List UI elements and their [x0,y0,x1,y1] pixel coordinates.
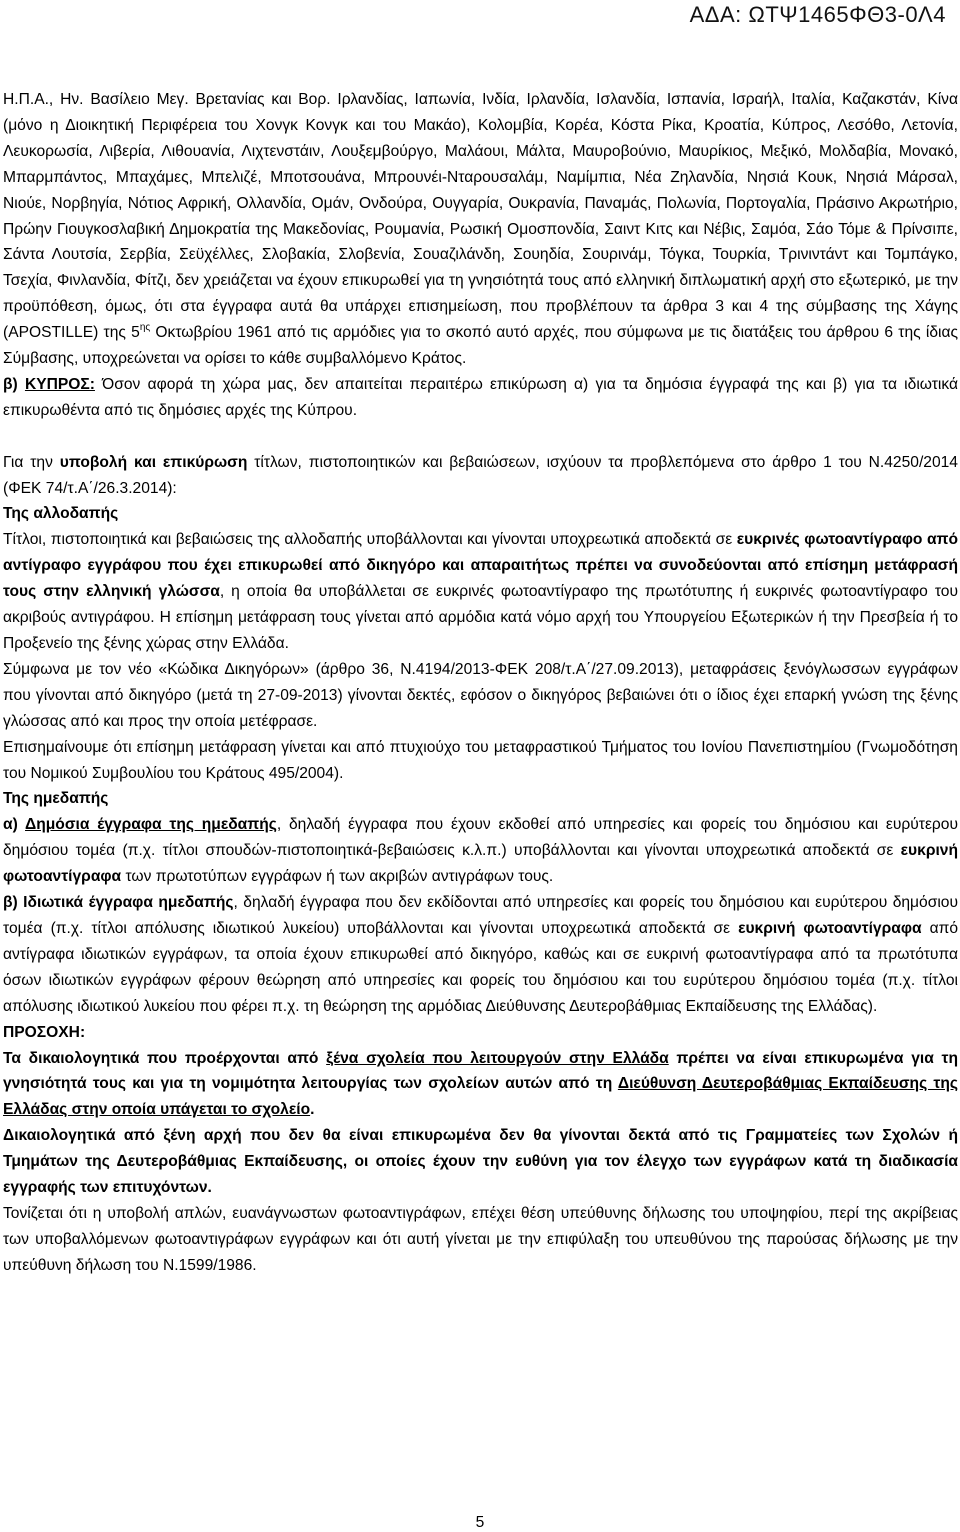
paragraph-ionian-translation: Επισημαίνουμε ότι επίσημη μετάφραση γίνεται και από πτυχιούχο του μεταφραστικού Τμήματος του Ιονίου Πανεπιστημίου (Γνωμοδότηση του Νομικού Συμβουλίου του Κράτους 495/2004). [3,738,958,782]
paragraph-lawyers-code: Σύμφωνα με τον νέο «Κώδικα Δικηγόρων» (άρθρο 36, Ν.4194/2013-ΦΕΚ 208/τ.Α΄/27.09.2013), μεταφράσεις ξενόγλωσσων εγγράφων που γίνονται από δικηγόρο (μετά τη 27-09-2013) γίνονται δεκτές, εφόσον ο δικηγόρος βεβαιώνει ότι ο ίδιος έχει επαρκή γνώση της ξένης γλώσσας από και προς την οποία μετέφρασε. [3,660,958,730]
heading-attention: ΠΡΟΣΟΧΗ: [3,1023,86,1041]
document-body [3,87,958,1279]
paragraph-unverified-docs: Δικαιολογητικά από ξένη αρχή που δεν θα είναι επικυρωμένα δεν θα γίνονται δεκτά από τις Γραμματείες των Σχολών ή Τμημάτων της Δευτεροβάθμιας Εκπαίδευσης, οι οποίες έχουν την ευθύνη για τον έλεγχο των εγγράφων κατά τη διαδικασία εγγραφής των επιτυχόντων. [3,1127,958,1197]
paragraph-cyprus: β) ΚΥΠΡΟΣ: Όσον αφορά τη χώρα μας, δεν απαιτείται περαιτέρω επικύρωση α) για τα δημόσια έγγραφά της και β) για τα ιδιωτικά επικυρωθέντα από τις δημόσιες αρχές της Κύπρου. [3,375,958,419]
heading-domestic: Της ημεδαπής [3,790,109,808]
paragraph-private-docs: β) Ιδιωτικά έγγραφα ημεδαπής, δηλαδή έγγραφα που δεν εκδίδονται από υπηρεσίες και φορείς του δημόσιου και ευρύτερου δημόσιου τομέα (π.χ. τίτλοι απόλυσης ιδιωτικού λυκείου) υποβάλλονται και γίνονται υποχρεωτικά αποδεκτά σε ευκρινή φωτοαντίγραφα από αντίγραφα ιδιωτικών εγγράφων, τα οποία έχουν επικυρωθεί από δικηγόρο, καθώς και σε ευκρινή φωτοαντίγραφα από τα πρωτότυπα όσων ιδιωτικών εγγράφων φέρουν θεώρηση από υπηρεσίες και φορείς του δημόσιου και του ευρύτερου δημόσιου τομέα (π.χ. τίτλοι απόλυσης ιδιωτικού λυκείου που φέρει π.χ. τη θεώρηση της αρμόδιας Διεύθυνσης Δευτεροβάθμιας Εκπαίδευσης της Ελλάδας). [3,894,959,1015]
paragraph-foreign-docs: Τίτλοι, πιστοποιητικά και βεβαιώσεις της αλλοδαπής υποβάλλονται και γίνονται υποχρεωτικά αποδεκτά σε ευκρινές φωτοαντίγραφο από αντίγραφο εγγράφου που έχει επικυρωθεί από δικηγόρο και απαραιτήτως πρέπει να συνοδεύονται από επίσημη μετάφρασή τους στην ελληνική γλώσσα, η οποία θα υποβάλλεται σε ευκρινές φωτοαντίγραφο της πρωτότυπης ή ευκρινές φωτοαντίγραφο του ακριβούς αντιγράφου. Η επίσημη μετάφραση τους γίνεται από αρμόδια κατά νόμο αρχή του Υπουργείου Εξωτερικών ή την Πρεσβεία ή το Προξενείο της ξένης χώρας στην Ελλάδα. [3,531,959,653]
heading-foreign: Της αλλοδαπής [3,505,119,523]
paragraph-public-docs: α) Δημόσια έγγραφα της ημεδαπής, δηλαδή έγγραφα που έχουν εκδοθεί από υπηρεσίες και φορείς του δημόσιου και ευρύτερου δημόσιου τομέα (π.χ. τίτλοι σπουδών-πιστοποιητικά-βεβαιώσεις κ.λ.π.) υποβάλλονται και γίνονται υποχρεωτικά αποδεκτά σε ευκρινή φωτοαντίγραφα των πρωτοτύπων εγγράφων ή των ακριβών αντιγράφων τους. [3,816,958,886]
ada-code: ΑΔΑ: ΩΤΨ1465ΦΘ3-0Λ4 [689,2,946,27]
paragraph-photocopies-declaration: Τονίζεται ότι η υποβολή απλών, ευανάγνωστων φωτοαντιγράφων, επέχει θέση υπεύθυνης δήλωσης του υποψηφίου, περί της ακρίβειας των υποβαλλόμενων φωτοαντιγράφων εγγράφων και ότι αυτή γίνεται με την επιφύλαξη του υπευθύνου της παρούσας δήλωσης με την υπεύθυνη δήλωση του Ν.1599/1986. [3,1204,958,1274]
page-number: 5 [475,1514,485,1531]
paragraph-foreign-schools: Τα δικαιολογητικά που προέρχονται από ξένα σχολεία που λειτουργούν στην Ελλάδα πρέπει να είναι επικυρωμένα για τη γνησιότητά τους και για τη νομιμότητα λειτουργίας των σχολείων αυτών από τη Διεύθυνση Δευτεροβάθμιας Εκπαίδευσης της Ελλάδας στην οποία υπάγεται το σχολείο. [3,1049,958,1119]
paragraph-apostille-countries: Η.Π.Α., Ην. Βασίλειο Μεγ. Βρετανίας και Βορ. Ιρλανδίας, Ιαπωνία, Ινδία, Ιρλανδία, Ισλανδία, Ισπανία, Ισραήλ, Ιταλία, Καζακστάν, Κίνα (μόνο η Διοικητική Περιφέρεια του Χονγκ Κονγκ και του Μακάο), Κολομβία, Κορέα, Κόστα Ρίκα, Κροατία, Κύπρος, Λεσόθο, Λετονία, Λευκορωσία, Λιβερία, Λιθουανία, Λιχτενστάιν, Λουξεμβούργο, Μαλάουι, Μάλτα, Μαυροβούνιο, Μαυρίκιος, Μεξικό, Μολδαβία, Μονακό, Μπαρμπάντος, Μπαχάμες, Μπελιζέ, Μποτσουάνα, Μπρουνέι-Νταρουσαλάμ, Ναμίμπια, Νέα Ζηλανδία, Νησιά Κουκ, Νησιά Μάρσαλ, Νιούε, Νορβηγία, Νότιος Αφρική, Ολλανδία, Ομάν, Ονδούρα, Ουγγαρία, Ουκρανία, Παναμάς, Πολωνία, Πορτογαλία, Πράσινο Ακρωτήριο, Πρώην Γιουγκοσλαβική Δημοκρατία της Μακεδονίας, Ρουμανία, Ρωσική Ομοσπονδία, Σαιντ Κιτς και Νέβις, Σαμόα, Σάο Τόμε & Πρίνσιπε, Σάντα Λουτσία, Σερβία, Σεϋχέλλες, Σλοβακία, Σλοβενία, Σουαζιλάνδη, Σουηδία, Σουρινάμ, Τόγκα, Τουρκία, Τρινιντάντ και Τομπάγκο, Τσεχία, Φινλανδία, Φίτζι, δεν χρειάζεται να έχουν επικυρωθεί για τη γνησιότητά τους από ελληνική διπλωματική αρχή στο εξωτερικό, με την προϋπόθεση, όμως, ότι στα έγγραφα αυτά θα υπάρχει επισημείωση, που προβλέπουν τα άρθρα 3 και 4 της σύμβασης της Χάγης (APOSTILLE) της $5^{\eta\varsigma}$ Οκτωβρίου 1961 από τις αρμόδιες για το σκοπό αυτό αρχές, που σύμφωνα με τις διατάξεις του άρθρου 6 της ίδιας Σύμβασης, υποχρεώνεται να ορίσει το κάθε συμβαλλόμενο Κράτος. [3,91,959,368]
paragraph-submission: Για την υποβολή και επικύρωση τίτλων, πιστοποιητικών και βεβαιώσεων, ισχύουν τα προβλεπόμενα στο άρθρο 1 του Ν.4250/2014 (ΦΕΚ 74/τ.Α΄/26.3.2014): [3,453,958,497]
